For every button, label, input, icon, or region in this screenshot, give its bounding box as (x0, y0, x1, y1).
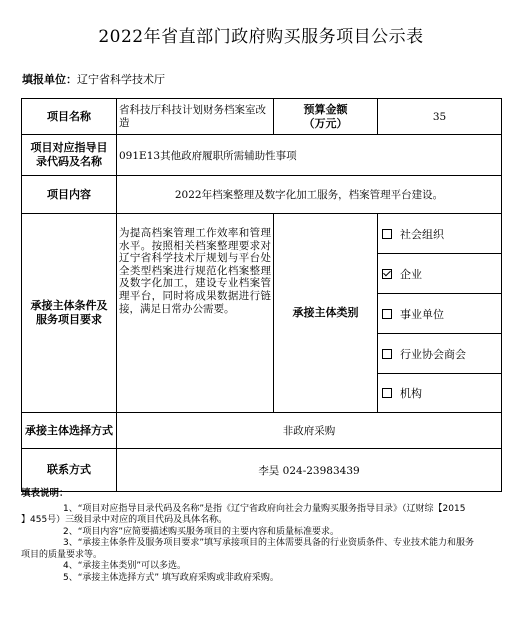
checkbox-icon[interactable] (382, 229, 392, 239)
option-agency[interactable] (378, 374, 501, 412)
row-project-name (22, 99, 502, 135)
row-catalog (22, 135, 502, 176)
option-label: 社会组织 (400, 227, 444, 241)
project-name-value: 省科技厅科技计划财务档案室改造 (117, 99, 274, 135)
disclosure-table (21, 98, 502, 492)
reporting-unit-value: 辽宁省科学技术厅 (77, 73, 165, 86)
instruction-line: 项目的质量要求等。 (21, 549, 103, 560)
option-label: 行业协会商会 (400, 347, 466, 361)
selection-label: 承接主体选择方式 (22, 413, 117, 449)
checkbox-icon[interactable] (382, 349, 392, 359)
page-title: 2022年省直部门政府购买服务项目公示表 (98, 27, 424, 47)
row-conditions (22, 214, 502, 413)
conditions-label (22, 214, 117, 413)
row-contact (22, 449, 502, 492)
instructions-heading: 填表说明： (21, 488, 69, 499)
option-label: 机构 (400, 387, 422, 400)
row-content (22, 176, 502, 214)
selection-value: 非政府采购 (117, 413, 502, 449)
instructions (21, 488, 501, 584)
budget-label-line2: （万元） (303, 116, 348, 130)
option-social-org[interactable] (378, 214, 501, 254)
instruction-line: 5、“承接主体选择方式” 填写政府采购或非政府采购。 (63, 572, 279, 583)
reporting-unit-label: 填报单位： (22, 73, 77, 86)
budget-label (274, 99, 378, 135)
conditions-label-line2: 服务项目要求 (36, 313, 102, 326)
conditions-value: 为提高档案管理工作效率和管理水平。按照相关档案整理要求对辽宁省科学技术厅规划与平台处全类型档案进行规范化档案整理及数字化加工，建设专业档案管理平台，同时将成果数据进行链接，满足日常办公需要。 (117, 214, 274, 413)
contact-value: 李昊 024-23983439 (117, 449, 502, 492)
option-label: 企业 (400, 267, 422, 281)
instruction-line: 】455号）三级目录中对应的项目代码及具体名称。 (21, 515, 228, 525)
catalog-value: 091E13其他政府履职所需辅助性事项 (117, 135, 502, 176)
contact-label: 联系方式 (22, 449, 117, 492)
project-name-label: 项目名称 (22, 99, 117, 135)
option-public-institution[interactable] (378, 294, 501, 334)
option-enterprise[interactable] (378, 254, 501, 294)
instruction-line: 1、“项目对应指导目录代码及名称”是指《辽宁省政府向社会力量购买服务指导目录》（辽财综【2015 (63, 503, 466, 514)
catalog-label-line1: 项目对应指导目 (30, 141, 108, 154)
row-selection (22, 413, 502, 449)
budget-label-line1: 预算金额 (303, 102, 348, 116)
checkbox-icon[interactable] (382, 388, 392, 398)
conditions-label-line1: 承接主体条件及 (30, 299, 108, 312)
option-industry-association[interactable] (378, 334, 501, 374)
subject-type-label: 承接主体类别 (274, 214, 378, 413)
content-label: 项目内容 (22, 176, 117, 214)
instruction-line: 2、“项目内容”应简要描述购买服务项目的主要内容和质量标准要求。 (63, 526, 340, 537)
checked-checkbox-icon[interactable] (382, 269, 392, 279)
option-label: 事业单位 (400, 307, 444, 321)
content-value: 2022年档案整理及数字化加工服务，档案管理平台建设。 (117, 176, 502, 214)
catalog-label (22, 135, 117, 176)
checkbox-icon[interactable] (382, 309, 392, 319)
budget-value: 35 (378, 99, 502, 135)
subject-type-options (378, 214, 502, 413)
instruction-line: 3、“承接主体条件及服务项目要求”填写承接项目的主体需要具备的行业资质条件、专业技术能力和服务 (63, 538, 475, 548)
instruction-line: 4、“承接主体类别”可以多选。 (63, 561, 187, 571)
catalog-label-line2: 录代码及名称 (36, 155, 102, 168)
reporting-unit (22, 71, 165, 87)
